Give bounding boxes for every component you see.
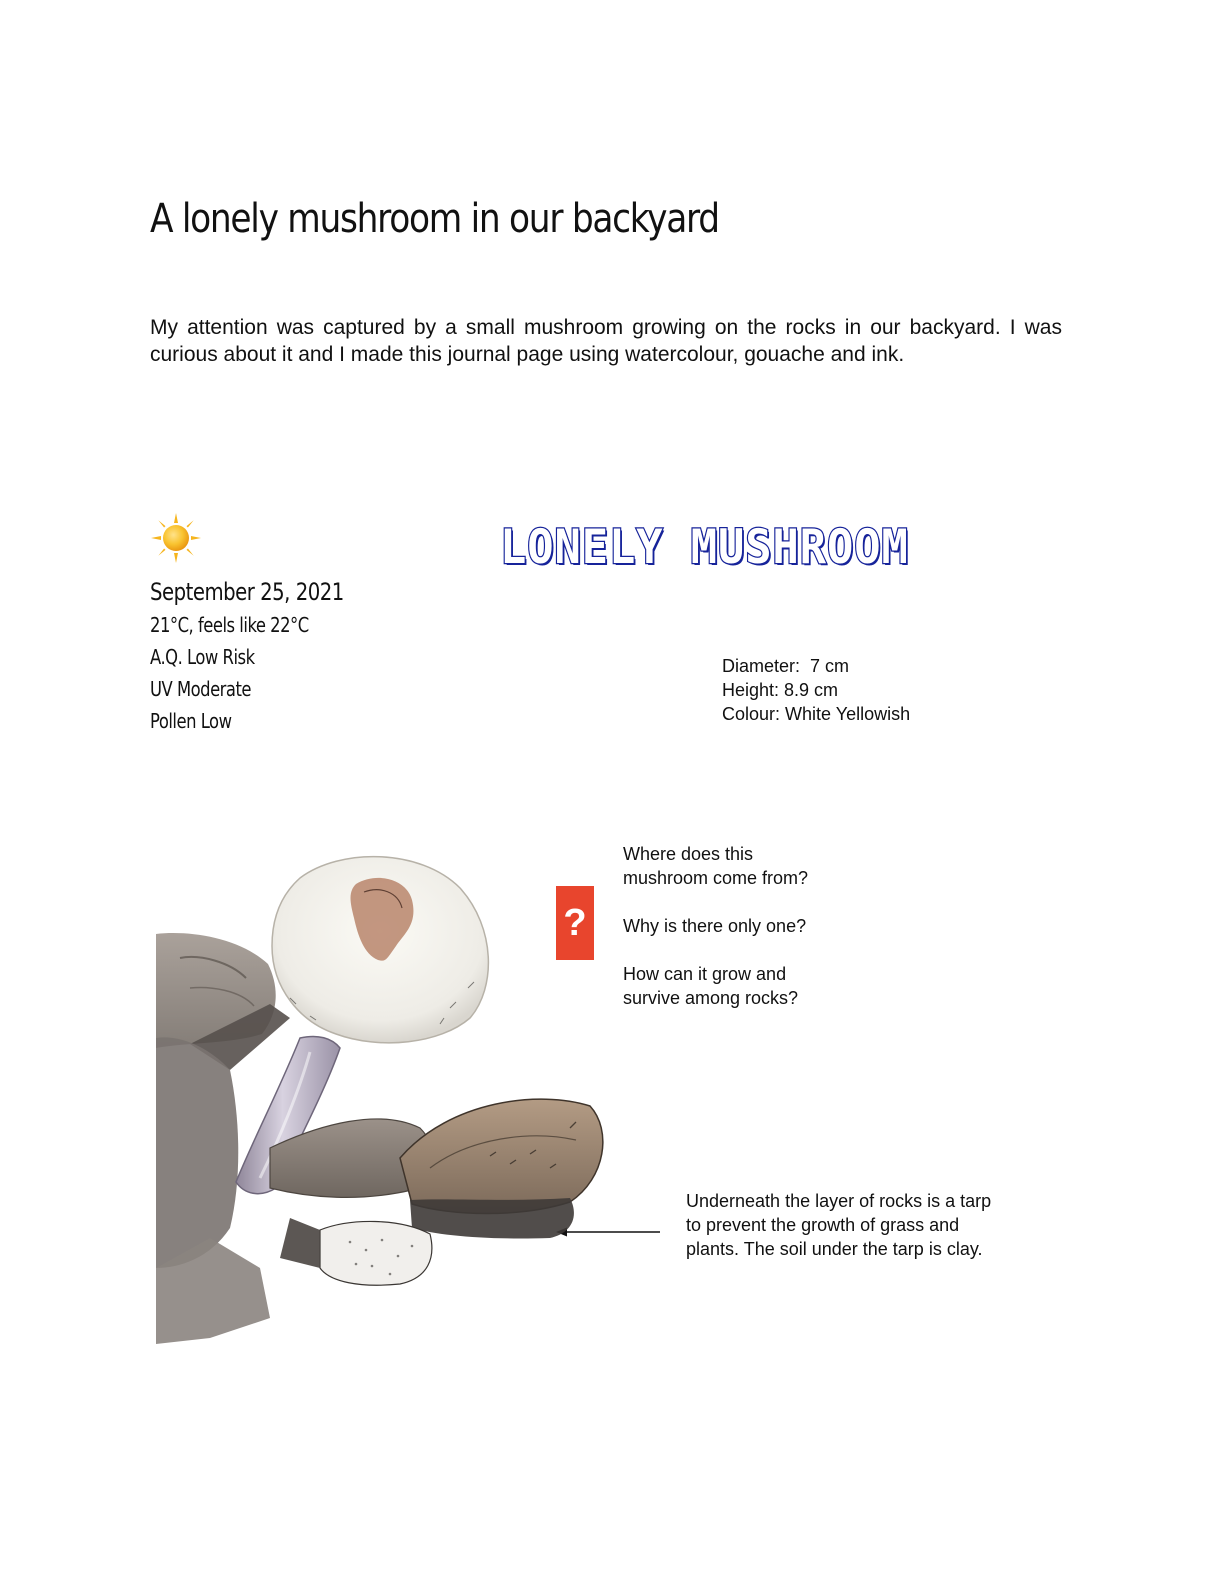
mushroom-illustration (150, 838, 620, 1354)
weather-temperature: 21°C, feels like 22°C (150, 613, 309, 637)
tarp-note (686, 1189, 991, 1261)
sun-icon (150, 512, 202, 564)
measurement-colour: Colour: White Yellowish (722, 704, 911, 724)
measurement-height: Height: 8.9 cm (722, 680, 839, 700)
intro-paragraph: My attention was captured by a small mushroom growing on the rocks in our backyard. I was curious about it and I made this journal page using watercolour, gouache and ink. (150, 316, 1062, 366)
measurement-diameter: Diameter: 7 cm (722, 656, 850, 676)
measurements (722, 654, 910, 726)
weather-uv: UV Moderate (150, 677, 252, 701)
banner-title: LONELY MUSHROOM (500, 520, 909, 575)
page-title: A lonely mushroom in our backyard (150, 196, 719, 242)
weather-pollen: Pollen Low (150, 709, 232, 733)
tarp-note-line: plants. The soil under the tarp is clay. (686, 1239, 983, 1259)
tarp-note-line: Underneath the layer of rocks is a tarp (686, 1191, 992, 1211)
weather-info (150, 575, 344, 737)
questions-list (623, 842, 808, 1034)
weather-date: September 25, 2021 (150, 578, 344, 606)
question-mark-icon: ? (556, 886, 594, 960)
question-item: Where does this mushroom come from? (623, 844, 809, 888)
question-item: Why is there only one? (623, 916, 807, 936)
question-item: How can it grow and survive among rocks? (623, 964, 799, 1008)
weather-air-quality: A.Q. Low Risk (150, 645, 255, 669)
tarp-note-line: to prevent the growth of grass and (686, 1215, 960, 1235)
